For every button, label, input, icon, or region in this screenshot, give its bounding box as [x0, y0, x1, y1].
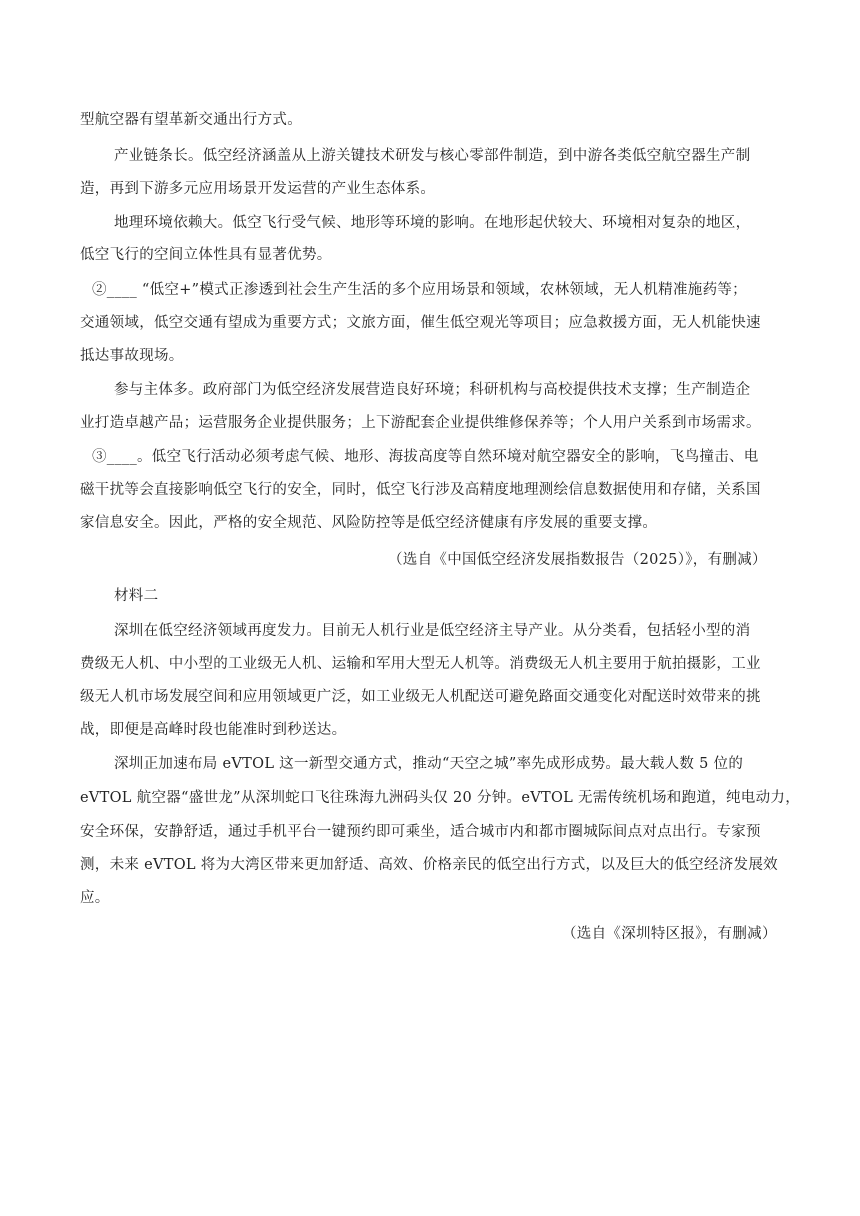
text-line: 测，未来 eVTOL 将为大湾区带来更加舒适、高效、价格亲民的低空出行方式，以及巨大的低空经济发展效 — [80, 857, 778, 873]
source-citation-1: （选自《中国低空经济发展指数报告（2025）》，有删减） — [388, 552, 767, 568]
text-line: 安全环保，安静舒适，通过手机平台一键预约即可乘坐，适合城市内和都市圈城际间点对点出行。专家预 — [80, 824, 761, 840]
paragraph-blank-3: ③____。低空飞行活动必须考虑气候、地形、海拔高度等自然环境对航空器安全的影响，飞鸟撞击、电 — [92, 449, 759, 465]
paragraph-blank-2: ②____ “低空+”模式正渗透到社会生产生活的多个应用场景和领域，农林领域，无人机精准施药等； — [92, 282, 747, 298]
text-line: 级无人机市场发展空间和应用领域更广泛，如工业级无人机配送可避免路面交通变化对配送时效带来的挑 — [80, 689, 761, 705]
paragraph-participants: 参与主体多。政府部门为低空经济发展营造良好环境；科研机构与高校提供技术支撑；生产制造企 — [114, 382, 751, 398]
text-line: 抵达事故现场。 — [80, 348, 184, 364]
text-line: 费级无人机、中小型的工业级无人机、运输和军用大型无人机等。消费级无人机主要用于航拍摄影，工业 — [80, 656, 761, 672]
text-line: 型航空器有望革新交通出行方式。 — [80, 112, 302, 128]
text-line: 应。 — [80, 890, 110, 906]
text-line: 交通领域，低空交通有望成为重要方式；文旅方面，催生低空观光等项目；应急救援方面，无人机能快速 — [80, 315, 761, 331]
text-line: 家信息安全。因此，严格的安全规范、风险防控等是低空经济健康有序发展的重要支撑。 — [80, 515, 658, 531]
text-line: 磁干扰等会直接影响低空飞行的安全，同时，低空飞行涉及高精度地理测绘信息数据使用和存储，关系国 — [80, 482, 761, 498]
paragraph-shenzhen-drones: 深圳在低空经济领域再度发力。目前无人机行业是低空经济主导产业。从分类看，包括轻小型的消 — [114, 623, 751, 639]
text-line: 业打造卓越产品；运营服务企业提供服务；上下游配套企业提供维修保养等；个人用户关系到市场需求。 — [80, 415, 761, 431]
text-line: eVTOL 航空器“盛世龙”从深圳蛇口飞往珠海九洲码头仅 20 分钟。eVTOL 无需传统机场和跑道，纯电动力， — [80, 790, 800, 806]
text-line: 低空飞行的空间立体性具有显著优势。 — [80, 247, 332, 263]
source-citation-2: （选自《深圳特区报》，有删减） — [562, 926, 777, 942]
text-line: 战，即便是高峰时段也能准时到秒送达。 — [80, 722, 347, 738]
material-two-heading: 材料二 — [114, 588, 159, 604]
paragraph-industry-chain: 产业链条长。低空经济涵盖从上游关键技术研发与核心零部件制造，到中游各类低空航空器生产制 — [114, 148, 751, 164]
paragraph-geography: 地理环境依赖大。低空飞行受气候、地形等环境的影响。在地形起伏较大、环境相对复杂的地区， — [114, 215, 751, 231]
text-line: 造，再到下游多元应用场景开发运营的产业生态体系。 — [80, 181, 436, 197]
paragraph-evtol: 深圳正加速布局 eVTOL 这一新型交通方式，推动“天空之城”率先成形成势。最大载人数 5 位的 — [114, 756, 744, 772]
